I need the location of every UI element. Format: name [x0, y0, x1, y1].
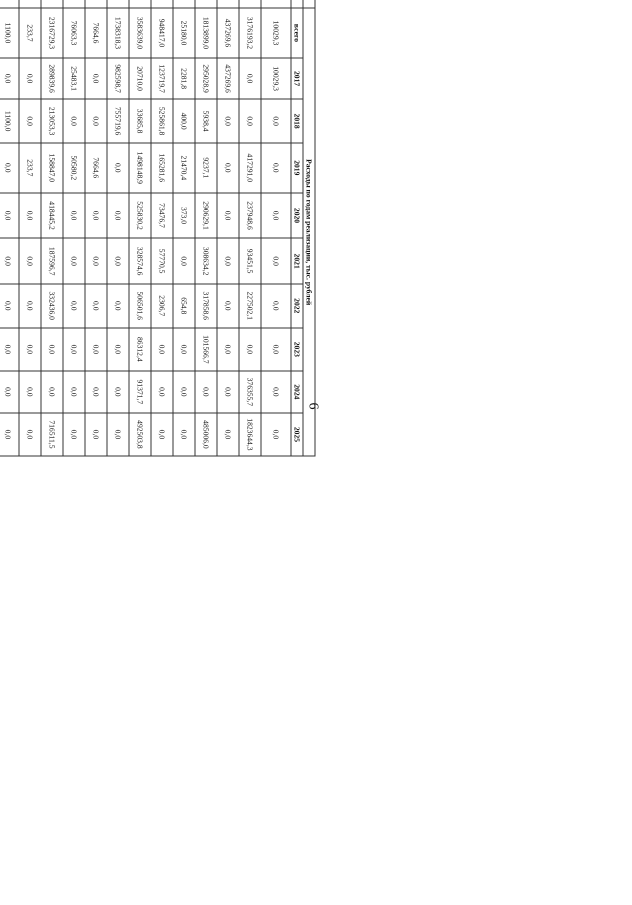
table-cell: 332436,0 [41, 284, 63, 328]
table-row [173, 0, 195, 502]
table-cell: 0,0 [19, 99, 41, 143]
table-cell: 0,0 [19, 238, 41, 284]
table-cell: 50580,2 [63, 143, 85, 193]
table-cell [129, 0, 151, 8]
table-cell: 0,0 [261, 371, 291, 412]
table-cell: 25483,1 [63, 58, 85, 99]
table-cell: 0,0 [261, 143, 291, 193]
page-number: 6 [305, 402, 321, 410]
table-cell [0, 0, 19, 8]
table-cell: 0,0 [261, 284, 291, 328]
table-cell: 0,0 [173, 371, 195, 412]
table-cell: 21470,4 [173, 143, 195, 193]
table-cell: 0,0 [107, 413, 129, 457]
table-cell: 0,0 [85, 58, 107, 99]
table-cell: 0,0 [85, 328, 107, 372]
table-cell: 0,0 [63, 413, 85, 457]
table-cell [19, 0, 41, 8]
table-cell: 0,0 [195, 371, 217, 412]
table-cell: 0,0 [151, 413, 173, 457]
table-cell: 1813899,0 [195, 8, 217, 58]
table-cell: 0,0 [151, 328, 173, 372]
table-cell: 0,0 [0, 238, 19, 284]
table-cell: 418445,2 [41, 193, 63, 239]
table-cell: 948417,0 [151, 8, 173, 58]
table-row [239, 0, 261, 502]
table-cell: 0,0 [239, 58, 261, 99]
table-cell: 716511,5 [41, 413, 63, 457]
table-cell: 91371,7 [129, 371, 151, 412]
table-cell [173, 0, 195, 8]
table-row [107, 0, 129, 502]
table-cell: 308634,2 [195, 238, 217, 284]
table-cell: 20710,0 [129, 58, 151, 99]
table-cell: 5938,4 [195, 99, 217, 143]
table-cell: 373,0 [173, 193, 195, 239]
table-cell: 3176193,2 [239, 8, 261, 58]
table-cell: 295028,9 [195, 58, 217, 99]
table-cell: 0,0 [85, 284, 107, 328]
table-cell: 1100,0 [0, 8, 19, 58]
table-cell: 0,0 [63, 371, 85, 412]
table-cell: 654,8 [173, 284, 195, 328]
table-cell: 0,0 [107, 143, 129, 193]
header-columns [291, 0, 303, 502]
table-cell: 0,0 [41, 371, 63, 412]
table-cell: 492503,8 [129, 413, 151, 457]
table-cell: 0,0 [19, 193, 41, 239]
table-cell: 0,0 [63, 328, 85, 372]
table-cell: 0,0 [217, 284, 239, 328]
table-cell: 437269,6 [217, 8, 239, 58]
table-cell: 0,0 [85, 193, 107, 239]
table-cell: 57770,5 [151, 238, 173, 284]
table-cell: 0,0 [63, 193, 85, 239]
header-col: 2022 [291, 284, 303, 328]
table-cell [217, 0, 239, 8]
table-cell: 0,0 [107, 328, 129, 372]
table-cell [239, 0, 261, 8]
table-cell: 2281,8 [173, 58, 195, 99]
table-cell: 0,0 [107, 371, 129, 412]
table-cell: 0,0 [0, 413, 19, 457]
table-cell: 0,0 [239, 328, 261, 372]
table-cell [151, 0, 173, 8]
table-cell [63, 0, 85, 8]
table-cell: 158847,0 [41, 143, 63, 193]
table-cell: 0,0 [173, 413, 195, 457]
table-cell: 0,0 [173, 238, 195, 284]
header-col: 2023 [291, 328, 303, 372]
table-cell: 86312,4 [129, 328, 151, 372]
table-cell: 0,0 [19, 58, 41, 99]
table-cell: 123719,7 [151, 58, 173, 99]
header-code-group [303, 0, 315, 8]
table-row [195, 0, 217, 502]
table-cell: 233,7 [19, 8, 41, 58]
table-cell: 0,0 [63, 238, 85, 284]
table-cell: 0,0 [217, 371, 239, 412]
table-row [19, 0, 41, 502]
table-row [151, 0, 173, 502]
table-cell: 0,0 [19, 413, 41, 457]
table-cell: 0,0 [19, 284, 41, 328]
table-cell: 0,0 [85, 371, 107, 412]
table-cell: 165281,6 [151, 143, 173, 193]
header-col: 2019 [291, 143, 303, 193]
header-col: 2020 [291, 193, 303, 239]
table-cell: 0,0 [85, 99, 107, 143]
table-cell: 237948,6 [239, 193, 261, 239]
table-cell: 0,0 [239, 99, 261, 143]
header-expenses-group: Расходы по годам реализации, тыс. рублей [303, 8, 315, 456]
table-cell: 0,0 [107, 238, 129, 284]
table-cell: 0,0 [107, 284, 129, 328]
table-cell: 525830,2 [129, 193, 151, 239]
table-cell: 0,0 [85, 413, 107, 457]
table-cell: 233,7 [19, 143, 41, 193]
table-cell: 328574,6 [129, 238, 151, 284]
table-cell: 2316729,3 [41, 8, 63, 58]
table-cell: 0,0 [0, 58, 19, 99]
table-cell: 0,0 [41, 328, 63, 372]
table-body [0, 0, 291, 502]
table-cell: 0,0 [85, 238, 107, 284]
table-cell: 289839,6 [41, 58, 63, 99]
table-cell: 0,0 [0, 143, 19, 193]
table-cell: 0,0 [217, 328, 239, 372]
table-cell: 213053,3 [41, 99, 63, 143]
header-col [291, 0, 303, 8]
table-cell: 0,0 [173, 328, 195, 372]
table-cell: 25180,0 [173, 8, 195, 58]
table-cell: 0,0 [0, 284, 19, 328]
table-cell: 0,0 [217, 238, 239, 284]
table-cell: 1498148,9 [129, 143, 151, 193]
table-row [0, 0, 19, 502]
table-cell: 400,0 [173, 99, 195, 143]
table-cell: 0,0 [217, 193, 239, 239]
table-row [129, 0, 151, 502]
table-cell: 982598,7 [107, 58, 129, 99]
header-col: 2017 [291, 58, 303, 99]
budget-table-rotated [0, 0, 316, 503]
table-cell: 187596,7 [41, 238, 63, 284]
table-cell: 1738318,3 [107, 8, 129, 58]
table-cell: 2306,7 [151, 284, 173, 328]
table-row [63, 0, 85, 502]
table-cell: 1100,0 [0, 99, 19, 143]
table-cell: 0,0 [19, 371, 41, 412]
table-cell: 0,0 [63, 284, 85, 328]
table-cell: 417291,0 [239, 143, 261, 193]
header-col: 2021 [291, 238, 303, 284]
table-cell: 0,0 [261, 328, 291, 372]
table-row [41, 0, 63, 502]
table-cell: 0,0 [261, 193, 291, 239]
table-cell: 0,0 [107, 193, 129, 239]
header-col: 2025 [291, 413, 303, 457]
table-cell: 101566,7 [195, 328, 217, 372]
table-cell [107, 0, 129, 8]
table-cell [195, 0, 217, 8]
table-cell: 0,0 [217, 99, 239, 143]
table-cell [261, 0, 291, 8]
table-cell [41, 0, 63, 8]
budget-table [0, 0, 316, 503]
table-cell: 290629,1 [195, 193, 217, 239]
header-col: 2018 [291, 99, 303, 143]
table-cell: 0,0 [261, 413, 291, 457]
table-cell: 0,0 [151, 371, 173, 412]
table-cell [85, 0, 107, 8]
table-cell: 0,0 [217, 143, 239, 193]
table-cell: 376355,7 [239, 371, 261, 412]
table-row [85, 0, 107, 502]
table-cell: 7664,6 [85, 8, 107, 58]
table-cell: 227502,1 [239, 284, 261, 328]
table-cell: 33685,8 [129, 99, 151, 143]
table-row [217, 0, 239, 502]
table-row [261, 0, 291, 502]
table-cell: 76063,3 [63, 8, 85, 58]
table-cell: 0,0 [0, 328, 19, 372]
table-cell: 7664,6 [85, 143, 107, 193]
table-cell: 0,0 [217, 413, 239, 457]
table-cell: 10029,3 [261, 58, 291, 99]
table-cell: 3583639,0 [129, 8, 151, 58]
header-col: всего [291, 8, 303, 58]
table-cell: 10029,3 [261, 8, 291, 58]
table-cell: 506501,6 [129, 284, 151, 328]
header-col: 2024 [291, 371, 303, 412]
table-cell: 755719,6 [107, 99, 129, 143]
table-cell: 317858,6 [195, 284, 217, 328]
table-cell: 9237,1 [195, 143, 217, 193]
table-cell: 93451,5 [239, 238, 261, 284]
table-cell: 0,0 [19, 328, 41, 372]
table-cell: 0,0 [0, 193, 19, 239]
table-cell: 0,0 [261, 99, 291, 143]
table-cell: 485006,0 [195, 413, 217, 457]
table-cell: 73476,7 [151, 193, 173, 239]
table-cell: 0,0 [63, 99, 85, 143]
table-cell: 1823644,3 [239, 413, 261, 457]
table-cell: 525861,8 [151, 99, 173, 143]
table-cell: 0,0 [0, 371, 19, 412]
table-cell: 437269,6 [217, 58, 239, 99]
table-cell: 0,0 [261, 238, 291, 284]
